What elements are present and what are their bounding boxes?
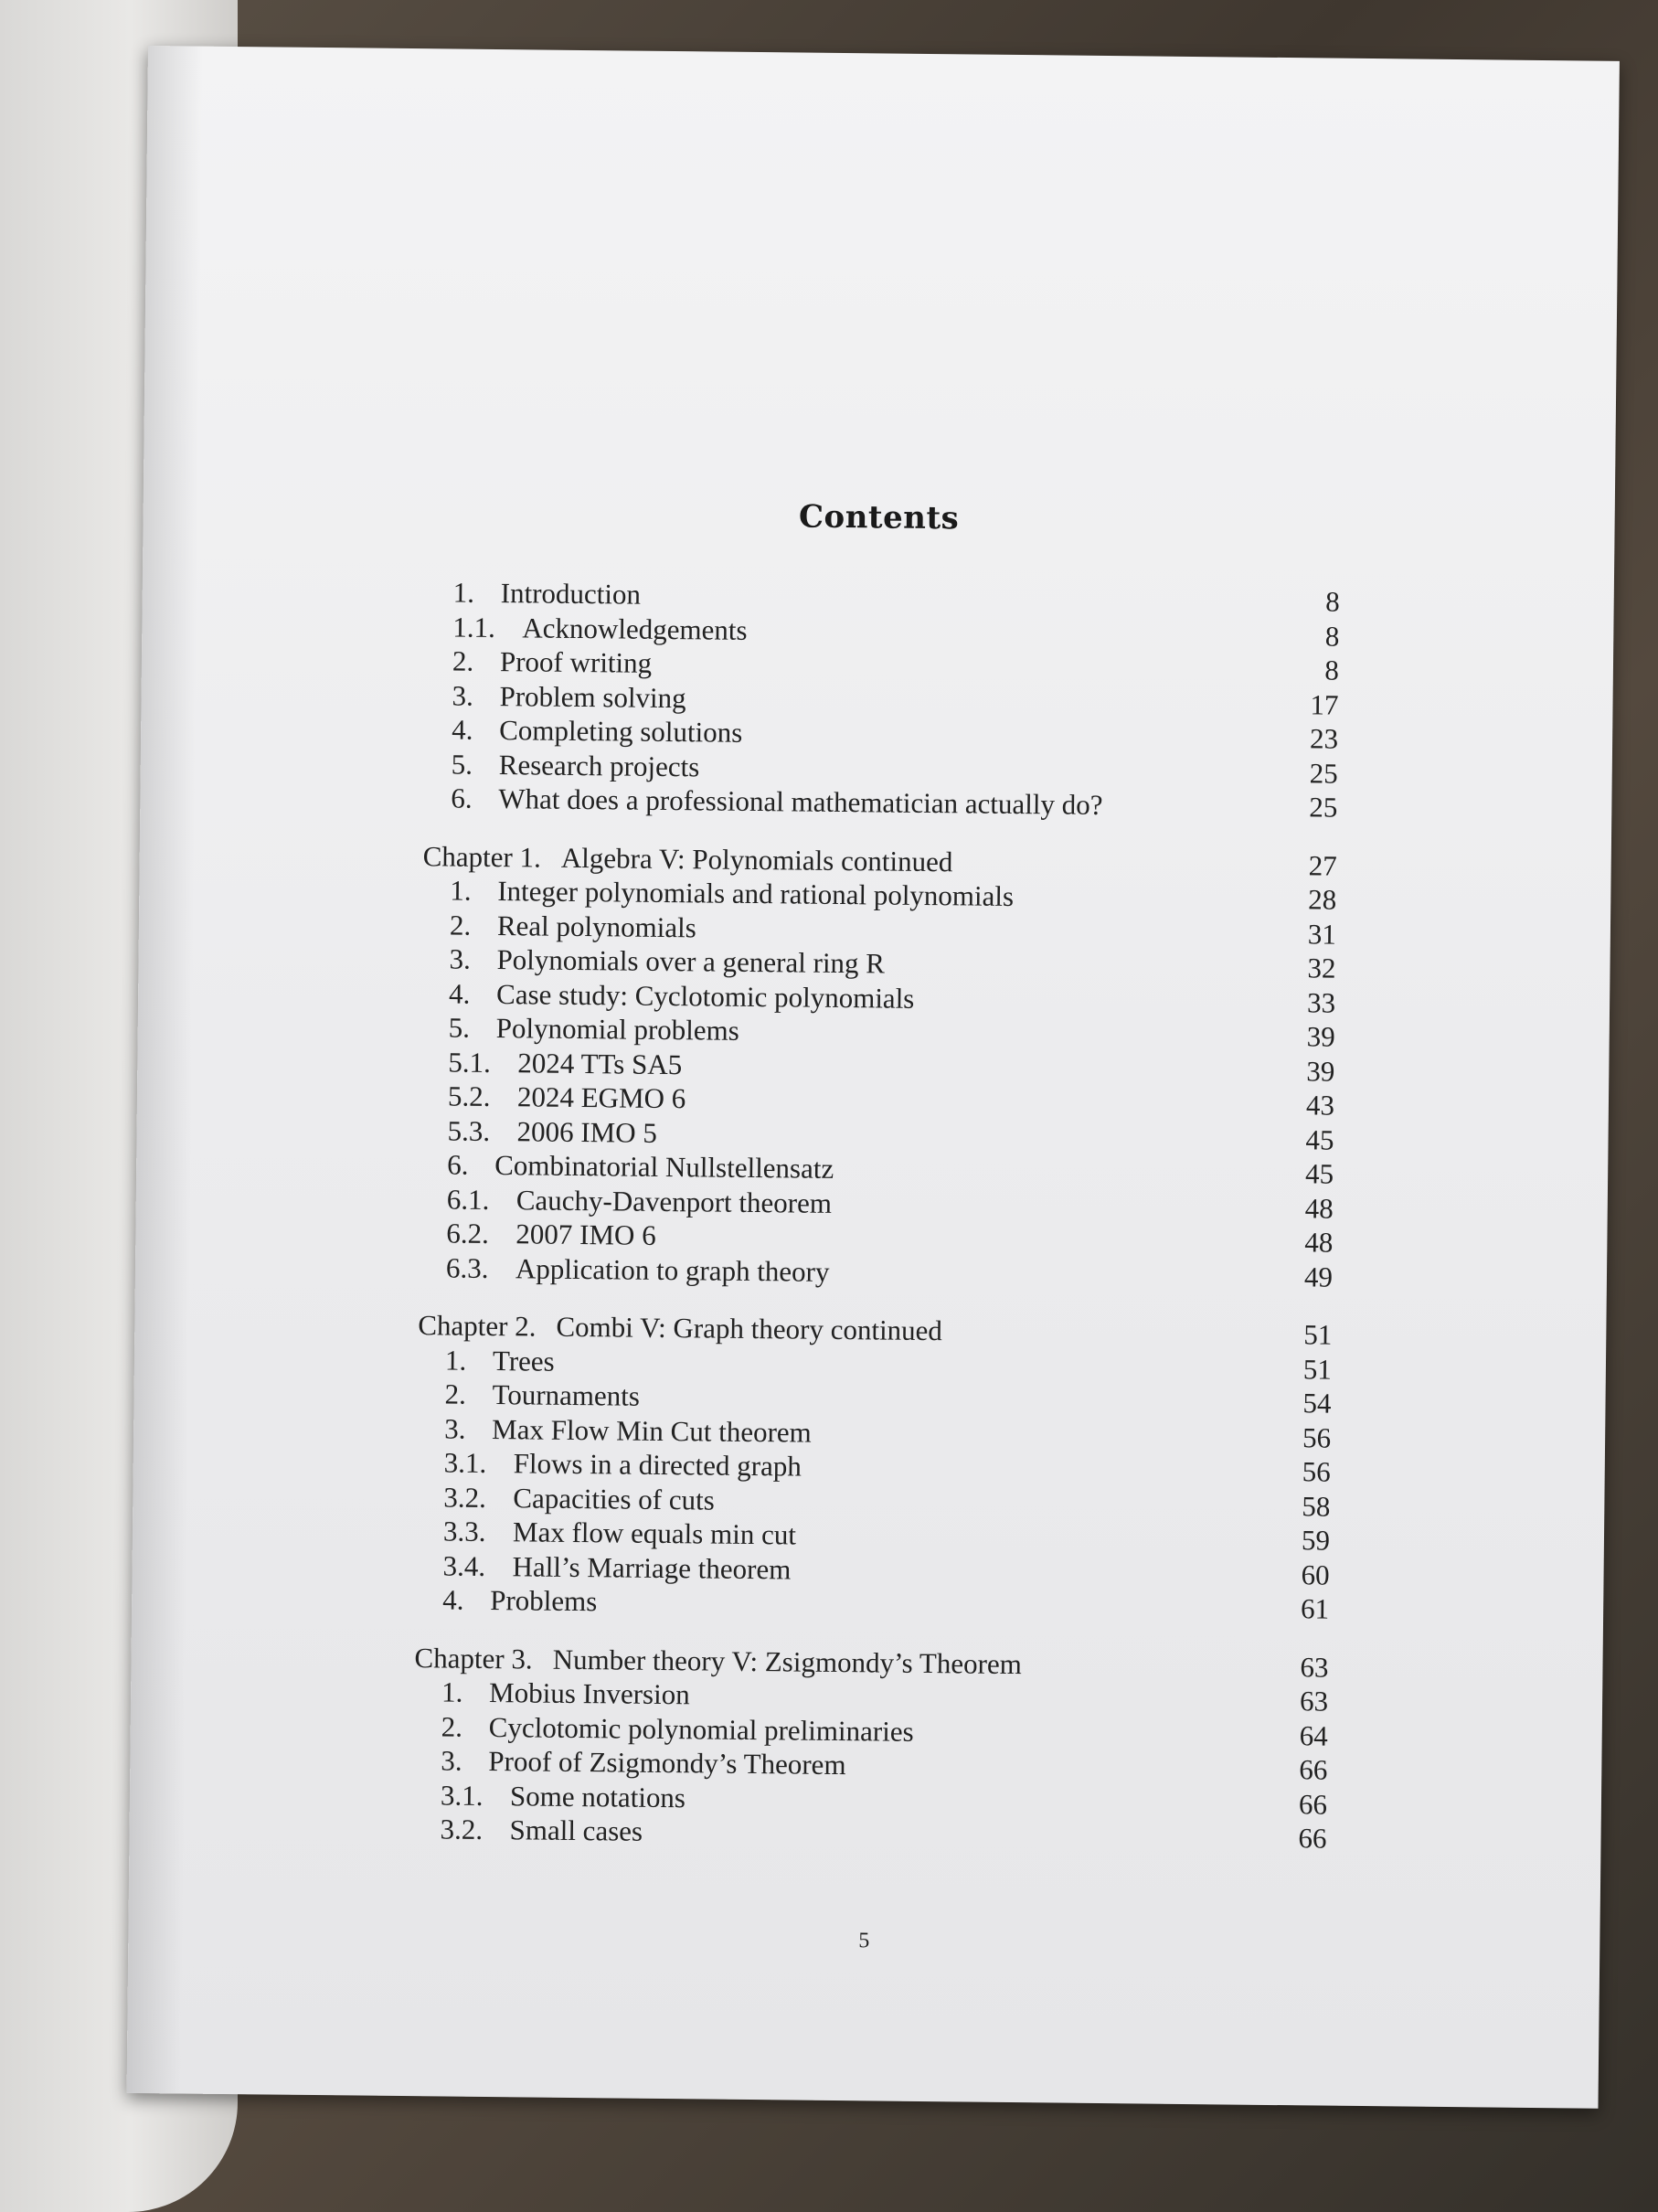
- section-title: Max Flow Min Cut theorem: [491, 1412, 812, 1449]
- section-number: 3.2.: [443, 1480, 487, 1514]
- page-ref: 51: [1302, 1352, 1333, 1386]
- page-ref: 61: [1300, 1592, 1330, 1625]
- section-number: 1.: [450, 874, 472, 907]
- section-number: 5.1.: [448, 1046, 492, 1079]
- page-ref: 48: [1304, 1191, 1334, 1225]
- page-ref: 28: [1308, 883, 1337, 916]
- section-number: 3.1.: [443, 1446, 487, 1479]
- section-title: Some notations: [509, 1779, 686, 1813]
- page-ref: 60: [1301, 1558, 1330, 1591]
- section-title: Tournaments: [492, 1378, 641, 1412]
- page-ref: 17: [1310, 687, 1339, 721]
- page-ref: 8: [1324, 654, 1340, 686]
- contents-page: [127, 46, 1620, 2109]
- page-ref: 32: [1307, 952, 1336, 984]
- page-ref: 63: [1299, 1685, 1329, 1717]
- section-number: 3.: [452, 679, 474, 712]
- section-number: 1.: [444, 1343, 467, 1377]
- page-ref: 54: [1302, 1387, 1332, 1420]
- section-title: 2024 EGMO 6: [516, 1080, 686, 1115]
- section-title: Mobius Inversion: [488, 1676, 690, 1711]
- front-matter-section: [423, 575, 1340, 824]
- section-title: Acknowledgements: [522, 611, 748, 646]
- section-number: 5.3.: [447, 1113, 491, 1147]
- page-ref: 25: [1309, 756, 1338, 790]
- page-ref: 51: [1303, 1318, 1333, 1351]
- page-ref: 31: [1307, 917, 1337, 951]
- section-title: What does a professional mathematician actually do?: [498, 782, 1103, 821]
- chapter-section: [419, 839, 1337, 1294]
- chapter-number: Chapter 2.: [418, 1309, 537, 1343]
- section-number: 6.: [451, 782, 473, 814]
- section-number: 1.: [441, 1675, 463, 1708]
- section-title: Combinatorial Nullstellensatz: [494, 1149, 834, 1185]
- page-ref: 45: [1304, 1157, 1334, 1190]
- section-title: Problem solving: [499, 679, 686, 714]
- section-title: Cauchy-Davenport theorem: [515, 1183, 833, 1219]
- chapter-number: Chapter 3.: [414, 1641, 533, 1675]
- section-number: 1.: [452, 576, 475, 609]
- chapter-title: Number theory V: Zsigmondy’s Theorem: [552, 1643, 1022, 1680]
- section-title: Polynomials over a general ring R: [496, 943, 886, 980]
- section-title: Introduction: [500, 577, 642, 611]
- page-ref: 56: [1302, 1455, 1331, 1488]
- section-title: Small cases: [509, 1813, 643, 1847]
- page-ref: 56: [1302, 1420, 1332, 1454]
- section-title: Real polynomials: [496, 909, 696, 943]
- section-title: Case study: Cyclotomic polynomials: [495, 977, 915, 1015]
- section-number: 3.: [441, 1744, 462, 1777]
- section-number: 3.1.: [440, 1778, 484, 1812]
- section-title: Integer polynomials and rational polynomials: [497, 875, 1015, 912]
- section-number: 5.: [451, 748, 473, 781]
- page-ref: 48: [1304, 1226, 1334, 1259]
- section-number: 2.: [452, 644, 474, 677]
- page-ref: 66: [1298, 1822, 1327, 1855]
- page-ref: 27: [1308, 848, 1337, 882]
- section-number: 3.: [449, 942, 471, 975]
- page-ref: 33: [1306, 985, 1336, 1019]
- page-ref: 23: [1309, 722, 1339, 755]
- section-number: 4.: [442, 1583, 464, 1616]
- chapter-section: [415, 1308, 1332, 1626]
- section-title: Flows in a directed graph: [513, 1447, 802, 1483]
- section-number: 3.: [443, 1411, 466, 1445]
- section-title: 2006 IMO 5: [516, 1114, 658, 1149]
- section-title: Max flow equals min cut: [512, 1515, 797, 1551]
- section-number: 6.3.: [445, 1250, 489, 1284]
- page-ref: 66: [1298, 1787, 1328, 1821]
- chapter-section: [412, 1641, 1328, 1856]
- page-ref: 64: [1299, 1718, 1328, 1752]
- section-number: 3.3.: [442, 1515, 486, 1547]
- page-ref: 39: [1306, 1054, 1335, 1088]
- section-title: Research projects: [498, 748, 700, 782]
- page-ref: 63: [1300, 1650, 1329, 1684]
- section-number: 3.4.: [442, 1548, 486, 1582]
- page-ref: 25: [1309, 791, 1338, 824]
- section-number: 1.1.: [452, 611, 496, 643]
- page-ref: 43: [1305, 1089, 1335, 1122]
- page-number: 5: [858, 1929, 870, 1953]
- section-number: 4.: [452, 713, 473, 746]
- section-title: Polynomial problems: [495, 1012, 740, 1047]
- page-ref: 8: [1325, 585, 1340, 618]
- section-number: 5.2.: [447, 1079, 491, 1112]
- section-title: Completing solutions: [498, 714, 743, 749]
- chapter-number: Chapter 1.: [422, 839, 542, 874]
- section-title: Cyclotomic polynomial preliminaries: [488, 1710, 914, 1748]
- section-number: 6.: [447, 1148, 469, 1181]
- section-title: 2007 IMO 6: [515, 1218, 656, 1251]
- section-number: 2.: [444, 1377, 467, 1410]
- page-ref: 8: [1324, 620, 1340, 653]
- page-ref: 59: [1301, 1524, 1331, 1557]
- section-number: 2.: [441, 1709, 463, 1743]
- section-title: Capacities of cuts: [513, 1481, 715, 1516]
- page-ref: 45: [1305, 1122, 1334, 1156]
- section-title: Hall’s Marriage theorem: [512, 1549, 792, 1585]
- chapter-title: Algebra V: Polynomials continued: [560, 841, 953, 877]
- section-title: 2024 TTs SA5: [517, 1046, 683, 1080]
- section-number: 2.: [449, 909, 472, 941]
- page-ref: 66: [1299, 1753, 1328, 1786]
- section-number: 3.2.: [440, 1813, 484, 1845]
- section-number: 6.2.: [446, 1217, 490, 1250]
- page-ref: 39: [1306, 1020, 1335, 1053]
- section-number: 4.: [448, 977, 471, 1010]
- section-number: 5.: [448, 1011, 471, 1044]
- section-title: Trees: [492, 1344, 555, 1377]
- page-ref: 58: [1302, 1489, 1331, 1523]
- page-title: Contents: [798, 498, 960, 537]
- section-title: Application to graph theory: [515, 1251, 830, 1288]
- section-title: Proof of Zsigmondy’s Theorem: [488, 1745, 846, 1781]
- section-number: 6.1.: [446, 1182, 490, 1216]
- section-title: Proof writing: [499, 645, 653, 679]
- page-ref: 49: [1303, 1260, 1334, 1293]
- chapter-title: Combi V: Graph theory continued: [556, 1310, 943, 1347]
- section-title: Problems: [490, 1584, 598, 1618]
- table-of-contents: [412, 575, 1340, 1879]
